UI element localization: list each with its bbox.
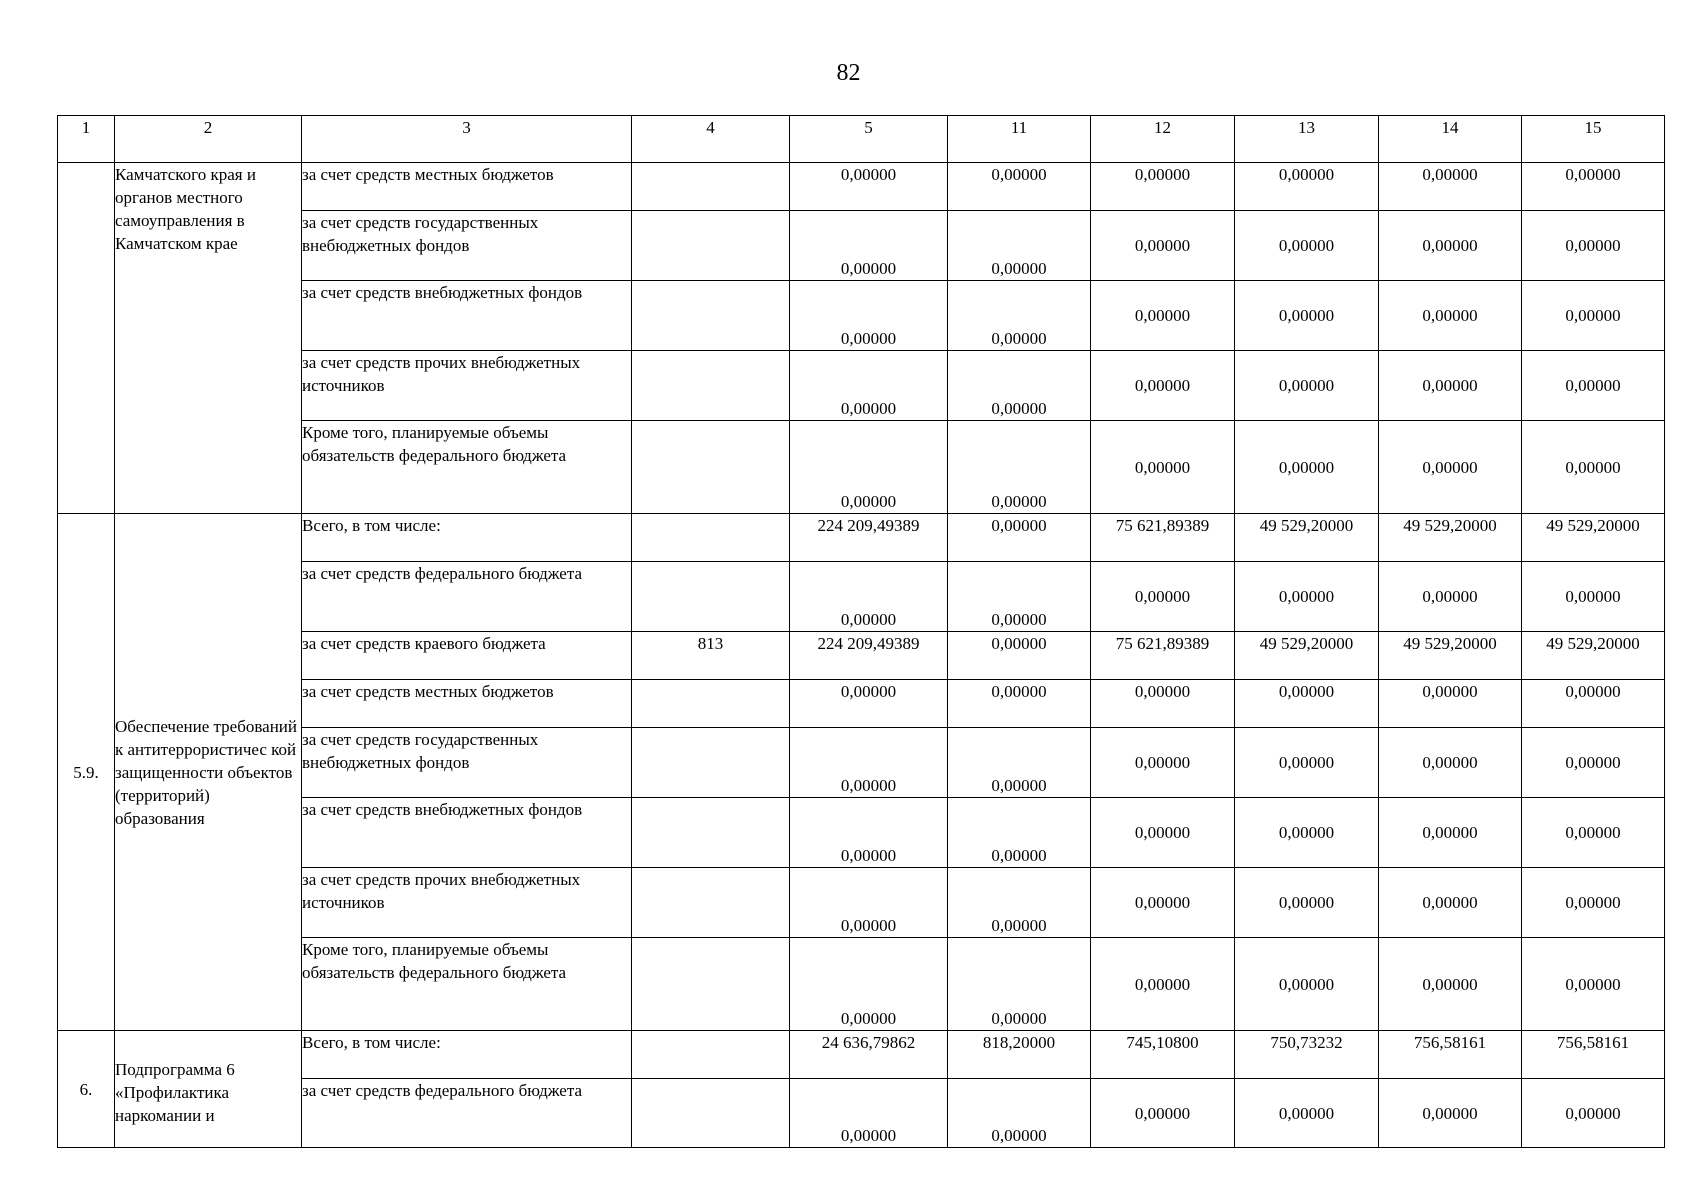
value-col11: 0,00000 [948,728,1091,798]
value-col12: 0,00000 [1091,211,1235,281]
funding-source: за счет средств внебюджетных фондов [302,281,632,351]
value-col15: 0,00000 [1522,680,1665,728]
item-name: Подпрограмма 6 «Профилактика наркомании и [115,1031,302,1148]
column-header: 5 [790,116,948,163]
value-col11: 818,20000 [948,1031,1091,1079]
item-number [58,163,115,514]
value-col14: 0,00000 [1379,1079,1522,1148]
value-col11: 0,00000 [948,562,1091,632]
value-col14: 0,00000 [1379,868,1522,938]
value-col15: 0,00000 [1522,728,1665,798]
value-col12: 0,00000 [1091,680,1235,728]
funding-source: Всего, в том числе: [302,514,632,562]
funding-source: Кроме того, планируемые объемы обязательств федерального бюджета [302,421,632,514]
value-col13: 0,00000 [1235,562,1379,632]
value-col13: 0,00000 [1235,421,1379,514]
item-number: 6. [58,1031,115,1148]
value-col12: 0,00000 [1091,938,1235,1031]
value-col14: 0,00000 [1379,163,1522,211]
funding-source: за счет средств государственных внебюджетных фондов [302,728,632,798]
budget-code [632,680,790,728]
page-number: 82 [836,60,861,86]
value-col5: 0,00000 [790,680,948,728]
value-col11: 0,00000 [948,680,1091,728]
value-col15: 49 529,20000 [1522,632,1665,680]
value-col14: 0,00000 [1379,798,1522,868]
value-col5: 0,00000 [790,211,948,281]
budget-code [632,351,790,421]
value-col12: 745,10800 [1091,1031,1235,1079]
value-col11: 0,00000 [948,211,1091,281]
column-header: 3 [302,116,632,163]
value-col11: 0,00000 [948,798,1091,868]
value-col13: 0,00000 [1235,351,1379,421]
funding-source: за счет средств внебюджетных фондов [302,798,632,868]
value-col12: 75 621,89389 [1091,514,1235,562]
value-col5: 0,00000 [790,798,948,868]
value-col5: 24 636,79862 [790,1031,948,1079]
value-col15: 0,00000 [1522,351,1665,421]
value-col13: 0,00000 [1235,163,1379,211]
value-col5: 0,00000 [790,351,948,421]
funding-source: за счет средств федерального бюджета [302,1079,632,1148]
value-col13: 0,00000 [1235,1079,1379,1148]
value-col13: 0,00000 [1235,728,1379,798]
column-header: 4 [632,116,790,163]
value-col14: 0,00000 [1379,351,1522,421]
value-col13: 0,00000 [1235,868,1379,938]
funding-source: Кроме того, планируемые объемы обязательств федерального бюджета [302,938,632,1031]
value-col14: 0,00000 [1379,680,1522,728]
column-header: 14 [1379,116,1522,163]
value-col13: 750,73232 [1235,1031,1379,1079]
value-col11: 0,00000 [948,868,1091,938]
value-col5: 0,00000 [790,163,948,211]
funding-source: Всего, в том числе: [302,1031,632,1079]
table-row [58,163,1665,211]
value-col13: 0,00000 [1235,281,1379,351]
table-row [58,1031,1665,1079]
value-col5: 0,00000 [790,938,948,1031]
value-col13: 0,00000 [1235,798,1379,868]
value-col11: 0,00000 [948,1079,1091,1148]
funding-source: за счет средств краевого бюджета [302,632,632,680]
value-col14: 0,00000 [1379,728,1522,798]
budget-table [57,115,1665,1148]
funding-source: за счет средств местных бюджетов [302,163,632,211]
funding-source: за счет средств прочих внебюджетных источников [302,351,632,421]
value-col15: 0,00000 [1522,938,1665,1031]
value-col13: 0,00000 [1235,680,1379,728]
value-col15: 0,00000 [1522,562,1665,632]
value-col5: 0,00000 [790,421,948,514]
column-header: 11 [948,116,1091,163]
value-col11: 0,00000 [948,514,1091,562]
value-col11: 0,00000 [948,632,1091,680]
column-header: 1 [58,116,115,163]
value-col12: 0,00000 [1091,281,1235,351]
funding-source: за счет средств прочих внебюджетных источников [302,868,632,938]
budget-code [632,514,790,562]
value-col11: 0,00000 [948,421,1091,514]
value-col15: 0,00000 [1522,281,1665,351]
budget-code [632,421,790,514]
budget-code [632,938,790,1031]
column-header: 15 [1522,116,1665,163]
value-col15: 0,00000 [1522,798,1665,868]
budget-code [632,868,790,938]
value-col5: 224 209,49389 [790,514,948,562]
value-col14: 49 529,20000 [1379,514,1522,562]
value-col14: 49 529,20000 [1379,632,1522,680]
funding-source: за счет средств государственных внебюджетных фондов [302,211,632,281]
value-col5: 224 209,49389 [790,632,948,680]
item-number: 5.9. [58,514,115,1031]
value-col5: 0,00000 [790,562,948,632]
value-col14: 0,00000 [1379,211,1522,281]
value-col12: 0,00000 [1091,163,1235,211]
value-col15: 0,00000 [1522,163,1665,211]
value-col11: 0,00000 [948,163,1091,211]
budget-code [632,163,790,211]
value-col15: 0,00000 [1522,421,1665,514]
item-name: Обеспечение требований к антитеррористичес кой защищенности объектов (территорий) образования [115,514,302,1031]
value-col12: 0,00000 [1091,562,1235,632]
budget-code [632,1031,790,1079]
budget-code [632,728,790,798]
value-col13: 0,00000 [1235,211,1379,281]
value-col12: 0,00000 [1091,798,1235,868]
value-col5: 0,00000 [790,281,948,351]
value-col12: 75 621,89389 [1091,632,1235,680]
value-col11: 0,00000 [948,281,1091,351]
budget-code: 813 [632,632,790,680]
value-col15: 49 529,20000 [1522,514,1665,562]
value-col13: 49 529,20000 [1235,514,1379,562]
funding-source: за счет средств местных бюджетов [302,680,632,728]
budget-code [632,798,790,868]
value-col12: 0,00000 [1091,868,1235,938]
value-col15: 756,58161 [1522,1031,1665,1079]
budget-code [632,211,790,281]
value-col12: 0,00000 [1091,728,1235,798]
value-col15: 0,00000 [1522,868,1665,938]
value-col13: 0,00000 [1235,938,1379,1031]
value-col12: 0,00000 [1091,1079,1235,1148]
value-col14: 0,00000 [1379,421,1522,514]
value-col5: 0,00000 [790,1079,948,1148]
value-col5: 0,00000 [790,868,948,938]
value-col15: 0,00000 [1522,1079,1665,1148]
value-col11: 0,00000 [948,351,1091,421]
value-col14: 756,58161 [1379,1031,1522,1079]
item-name: Камчатского края и органов местного самоуправления в Камчатском крае [115,163,302,514]
value-col14: 0,00000 [1379,281,1522,351]
column-header: 12 [1091,116,1235,163]
header-row [58,116,1665,163]
value-col12: 0,00000 [1091,351,1235,421]
value-col5: 0,00000 [790,728,948,798]
value-col14: 0,00000 [1379,562,1522,632]
column-header: 2 [115,116,302,163]
value-col11: 0,00000 [948,938,1091,1031]
budget-code [632,562,790,632]
value-col15: 0,00000 [1522,211,1665,281]
value-col13: 49 529,20000 [1235,632,1379,680]
budget-code [632,281,790,351]
funding-source: за счет средств федерального бюджета [302,562,632,632]
table-row [58,514,1665,562]
value-col14: 0,00000 [1379,938,1522,1031]
column-header: 13 [1235,116,1379,163]
value-col12: 0,00000 [1091,421,1235,514]
budget-code [632,1079,790,1148]
